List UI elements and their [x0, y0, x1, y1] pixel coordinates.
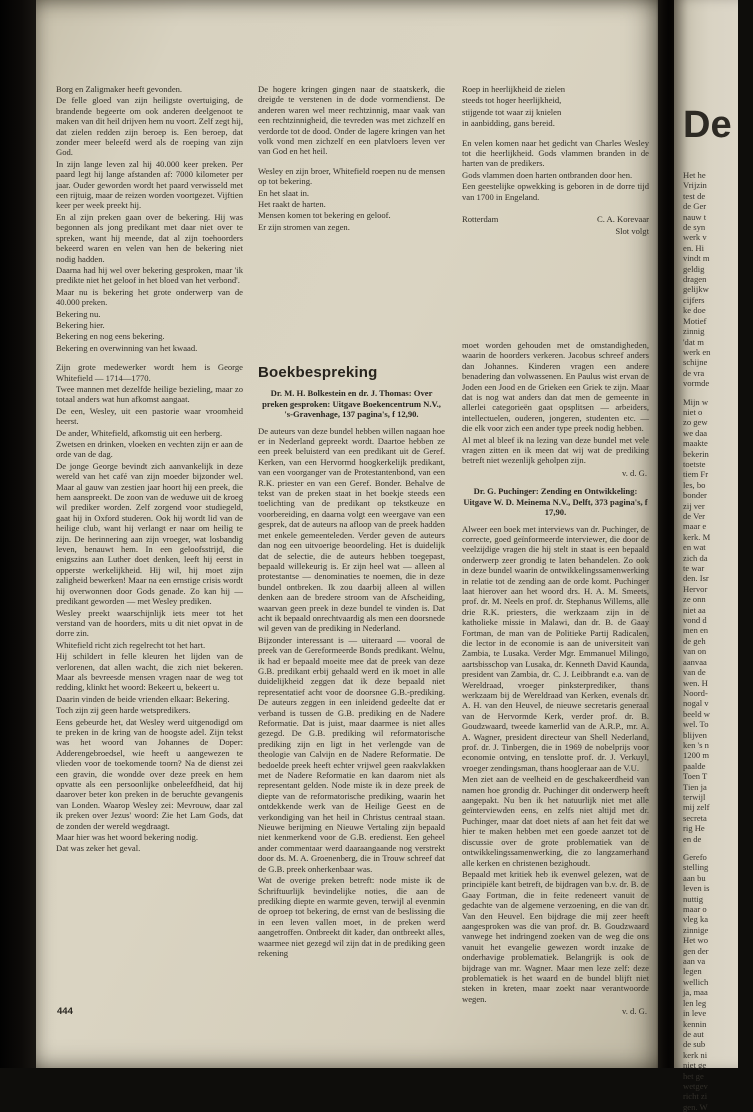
paragraph: en. Hi — [683, 242, 705, 253]
paragraph: vormde — [683, 378, 710, 389]
paragraph-gap — [56, 354, 243, 362]
paragraph: Wesley en zijn broer, Whitefield roepen nu de mensen op tot bekering. — [258, 165, 445, 187]
paragraph: Bijzonder interessant is — uiteraard — vooral de preek van de Gereformeerde Bonds predikant. Welnu, ik had er bepaald moeite mee dat de preek van deze G.B. predikant erbij gehaald werd en ik moet in alle duidelijkheid zeggen dat ik deze bepaald niet representatief acht voor de doorsnee G.B.-prediking. De auteurs zeggen in een inleidend gedeelte dat er verband is tussen de G.B. prediking en de Nadere Reformatie. Dat is juist, maar daarmee is niet alles gezegd. De G.B. prediking wil reformatorische prediking zijn en ligt in het verlengde van de theologie van Calvijn en de Nadere Reformatie. De bedoelde preek heeft echter vrijwel geen raakvlakken met de Nadere Reformatie en kan daarom niet als representant gelden. Node miste ik in deze preek de diepte van de reformatorische prediking, waarin het ontdekkende werk van de Heilige Geest en de verkondiging van het heil in Christus centraal staan. Nieuwe berijming en Nieuwe Vertaling zijn bepaald niet kenmerkend voor de G.B. eredienst. Een geheel ander commentaar werd daaraangaande nog verstrekt door ds. M. A. Groenenberg, die in Trouw schreef dat de G.B. preek onherkenbaar was. — [258, 634, 445, 874]
paragraph: maar e — [683, 521, 707, 532]
paragraph: Het wo — [683, 935, 709, 946]
review-1-title: Dr. M. H. Bolkestein en dr. J. Thomas: Over preken gesproken: Uitgave Boekencentrum N.V., 's-Gravenhage, 137 pagina's, f 12,90. — [262, 388, 441, 420]
paragraph: ke doe — [683, 305, 706, 316]
paragraph: Motief — [683, 315, 707, 326]
paragraph: vindt m — [683, 253, 710, 264]
paragraph: Roep in heerlijkheid de zielen — [462, 84, 566, 94]
article-signoff — [462, 214, 649, 224]
article-column-1 — [56, 84, 243, 855]
paragraph: in leve — [683, 1008, 707, 1019]
paragraph: Wat de overige preken betreft: node miste ik de Schriftuurlijk bevindelijke noties, die aan de prediking diepte en warmte geven, terwijl al evenmin de oproep tot bekering, de ernst van de beslissing die in een leven vallen moet, in de preken werd aangetroffen. Ontbreekt dit kader, dan ontbreekt alles, waarmee niet gezegd wil zijn dat in de prediking geen rekening — [258, 875, 445, 958]
paragraph: vleg ka — [683, 914, 709, 925]
next-page-text-fragments — [683, 170, 753, 1112]
paragraph: Het raakt de harten. — [258, 199, 326, 210]
paragraph: nuttig — [683, 893, 704, 904]
paragraph: vond d — [683, 615, 707, 626]
paragraph: wellich — [683, 976, 709, 987]
paragraph: wen. H — [683, 677, 708, 688]
paragraph: Zijn grote medewerker wordt hem is George Whitefield — 1714—1770. — [56, 362, 243, 383]
paragraph: Gerefo — [683, 852, 707, 862]
paragraph: aanvaa — [683, 656, 707, 667]
paragraph: paalde — [683, 760, 706, 771]
paragraph: nauw t — [683, 211, 707, 222]
paragraph: bekerin — [683, 448, 709, 459]
magazine-left-page — [36, 0, 658, 1068]
paragraph: te war — [683, 563, 705, 574]
paragraph: zinnig — [683, 326, 705, 337]
paragraph: ja, maa — [683, 987, 708, 998]
paragraph: den. Isr — [683, 573, 709, 584]
paragraph: Bekering hier. — [56, 319, 105, 330]
paragraph: in aanbidding, gans bereid. — [462, 118, 555, 129]
paragraph: Mijn w — [683, 396, 709, 407]
paragraph: wel. To — [683, 719, 709, 730]
paragraph: Daarna had hij wel over bekering gesproken, maar 'ik predikte niet het geloof in het bloed van het verbond'. — [56, 264, 243, 286]
paragraph: werk v — [683, 232, 707, 243]
paragraph: dragen — [683, 274, 707, 285]
paragraph: de Ger — [683, 201, 707, 212]
scan-left-edge — [0, 0, 38, 1068]
paragraph: moet worden gehouden met de omstandigheden, waarin de hoorders verkeren. Jacobus schreef anders dan Johannes. Kinderen vragen een andere benadering dan volwassenen. En Paulus wist ervan de Joden een Jood en de Grieken een Griek te zijn. Maar dat is nog wat anders dan dat men de gemeente in allerlei categorieën gaat opsplitsen — arbeiders, intellectuelen, ouderen, jongeren, studenten etc. — die elk voor zich een ander type preek nodig hebben. — [462, 340, 649, 434]
paragraph: legen — [683, 966, 702, 977]
paragraph: Eens gebeurde het, dat Wesley werd uitgenodigd om te preken in de kring van de hoogste adel. Zijn tekst was het woord van Johannes de Doper: Adderengebroedsel, wie heeft u aangewezen te vlieden voor de toekomende toorn? Na de dienst zei een gravin, die wondde over deze preek en hem opvatte als een persoonlijke onbeleefdheid, dat hij daarover beter kon preken in de beruchte gevangenis van Londen. Waarop Wesley zei: Mevrouw, daar zal ik preken over Jezus' woord: Zie het Lam Gods, dat de zonden der wereld wegdraagt. — [56, 716, 243, 831]
paragraph: Wesley preekt waarschijnlijk iets meer tot het verstand van de hoorders, mits u dit niet opvat in de dorre zin. — [56, 607, 243, 639]
next-page-headline-fragment: De — [683, 104, 732, 146]
paragraph: De ander, Whitefield, afkomstig uit een herberg. — [56, 427, 223, 438]
paragraph: Hervor — [683, 583, 708, 594]
signoff-place: Rotterdam — [462, 214, 499, 225]
paragraph: Mensen komen tot bekering en geloof. — [258, 210, 391, 221]
paragraph: niet ge — [683, 1060, 707, 1071]
paragraph: gen. W — [683, 1101, 708, 1112]
paragraph: maar o — [683, 904, 707, 915]
article-column-3 — [462, 84, 649, 237]
paragraph: van de — [683, 667, 706, 678]
review-2-title: Dr. G. Puchinger: Zending en Ontwikkeling: Uitgave W. D. Meinema N.V., Delft, 373 pagina's, f 17,90. — [463, 486, 648, 518]
paragraph: test de — [683, 190, 706, 201]
book-reviews-heading: Boekbespreking — [258, 364, 378, 381]
paragraph: secreta — [683, 812, 707, 823]
review-2-signature: v. d. G. — [622, 1006, 647, 1017]
paragraph: kennin — [683, 1018, 707, 1029]
paragraph: zinnige — [683, 924, 709, 935]
paragraph: Maar nu is bekering het grote onderwerp van de 40.000 preken. — [56, 286, 243, 308]
paragraph-gap — [258, 158, 445, 166]
paragraph: Er zijn stromen van zegen. — [258, 221, 350, 232]
paragraph: gen der — [683, 945, 709, 956]
article-column-2 — [258, 84, 445, 233]
paragraph: Twee mannen met dezelfde heilige bezieling, maar zo totaal anders wat hun afkomst aangaat. — [56, 383, 243, 405]
paragraph: stijgende tot waar zij knielen — [462, 106, 562, 117]
paragraph: Maar hier was het woord bekering nodig. — [56, 832, 198, 843]
paragraph: schijne — [683, 357, 708, 368]
paragraph: de vra — [683, 367, 705, 378]
paragraph: En het slaat in. — [258, 187, 310, 198]
paragraph: len leg — [683, 997, 707, 1008]
magazine-right-page-sliver — [674, 0, 738, 1112]
review-1-body-left — [258, 426, 445, 959]
paragraph: zij ver — [683, 500, 705, 511]
paragraph: Toen T — [683, 771, 708, 782]
paragraph: wetgev — [683, 1080, 708, 1091]
paragraph: geldig — [683, 263, 705, 274]
paragraph: aan bu — [683, 872, 706, 883]
page-number: 444 — [57, 1006, 73, 1017]
paragraph: niet aa — [683, 604, 706, 615]
paragraph: de Ver — [683, 511, 706, 521]
paragraph: werk en — [683, 346, 711, 357]
paragraph: stelling — [683, 862, 709, 873]
paragraph: kerk. M — [683, 531, 711, 542]
signoff-author: C. A. Korevaar — [596, 214, 649, 225]
paragraph: Borg en Zaligmaker heeft gevonden. — [56, 84, 183, 94]
paragraph: toetste — [683, 458, 706, 469]
paragraph: De jonge George bevindt zich aanvankelijk in deze wereld van het café van zijn moeder bijzonder wel. Maar al gauw van zestien jaar hoort hij een preek, die hem aanspreekt. De zoon van de weduwe uit de kroeg wil prediker worden. Zelf zorgend voor studiegeld, gaat hij in Oxford studeren. Ook hij wordt lid van de heilige club, want hij verlangt er naar om heilig te zijn. De herinnering aan zijn vroeger, wat losbandig leven, benauwt hem. In een geloofsstrijd, die enigszins aan Luther doet denken, leeft hij eerst in opperste werkelijkheid. Hij wil, hij moet zijn zaligheid bewerken! Maar na een ernstige crisis wordt hij overwonnen door Gods genade. Zo kan hij — predikant geworden — met Wesley prediken. — [56, 460, 243, 607]
paragraph: kerk ni — [683, 1049, 708, 1060]
paragraph: en de — [683, 833, 702, 844]
paragraph: terwijl — [683, 791, 706, 802]
paragraph: leven is — [683, 883, 710, 894]
paragraph: Toch zijn zij geen harde wetspredikers. — [56, 705, 191, 716]
paragraph: zich da — [683, 552, 708, 563]
paragraph: ken 's n — [683, 739, 709, 750]
paragraph: 'dat m — [683, 336, 704, 347]
paragraph: blijven — [683, 729, 707, 740]
paragraph: De auteurs van deze bundel hebben willen nagaan hoe er in Nederland gepreekt wordt. Daartoe hebben ze een preek beluisterd van een predikant uit de Geref. Kerken, van een Hervormd hoogkerkelijk predikant, van een voorganger van de Protestantenbond, van een R.K. priester en van een Geref. Bonder. Behalve de tekst van de preken staat in het boekje steeds een toelichting van de predikant op tekstkeuze en voorbereiding, en daarna volgt een weergave van een gesprek, dat de auteurs na afloop van de preek hadden met enkele gemeenteleden. Verder geven de auteurs dan nog een uitvoerige beoordeling. Het is duidelijk dat de selectie, die de auteurs hebben toegepast, bepaald willekeurig is. Er zijn heel wat — alleen al protestantse — denominaties te noemen, die in deze bundel ontbreken. Ik zou daarbij alleen al willen denken aan de bredere stroom van de Afscheiding, waarvan geen preek in deze bundel te vinden is. Dat acht ik bepaald onrechtvaardig als men een doorsnede wil geven van de prediking in Nederland. — [258, 425, 445, 634]
paragraph: En velen komen naar het gedicht van Charles Wesley tot die heerlijkheid. Gods vlammen branden in de harten van de predikers. — [462, 137, 649, 169]
paragraph: en wat — [683, 542, 706, 553]
paragraph: zo gew — [683, 417, 708, 428]
paragraph: Tien ja — [683, 781, 707, 792]
paragraph-gap — [462, 130, 649, 138]
paragraph: Bekering nu. — [56, 308, 101, 319]
paragraph: nogal v — [683, 698, 709, 709]
paragraph: maakte — [683, 438, 708, 449]
article-column-3-text — [462, 84, 649, 202]
paragraph: 1200 m — [683, 750, 710, 761]
paragraph: ze onn — [683, 594, 706, 605]
paragraph: de sub — [683, 1039, 706, 1050]
paragraph: Zwetsen en drinken, vloeken en vechten zijn er aan de orde van de dag. — [56, 439, 243, 460]
book-reviews-column-right — [462, 340, 649, 1021]
paragraph: beeld w — [683, 708, 710, 719]
paragraph: de geh — [683, 635, 706, 646]
paragraph: De felle gloed van zijn heiligste overtuiging, de brandende begeerte om ook anderen deelgenoot te maken van dit heil drijven hem nu voort. Zelf zegt hij, dat zielen redden zijn beroep is. Een beroep, dat zonder meer beleefd werd als de roeping van zijn God. — [56, 95, 243, 158]
book-reviews-column-left — [258, 364, 445, 959]
paragraph: Bekering en overwinning van het kwaad. — [56, 342, 198, 353]
signoff-note: Slot volgt — [615, 226, 649, 237]
paragraph: we daa — [683, 427, 708, 438]
paragraph: richt zi — [683, 1091, 708, 1102]
review-1-body-right — [462, 340, 649, 466]
paragraph: Bekering en nog eens bekering. — [56, 331, 165, 342]
paragraph: tiem Fr — [683, 469, 709, 480]
paragraph: Dat was zeker het geval. — [56, 843, 141, 854]
paragraph: Bepaald met kritiek heb ik evenwel gelezen, wat de principiële kant betreft, de bijdragen van b.v. dr. B. de Gaay Fortman, die in feite redeneert vanuit de gedachte van de algemene verzoening, en die van dr. Van den Heuvel. Een bijdrage die mij zeer heeft aangesproken was die van prof. dr. B. Goudzwaard vanwege het indringend zoeken van de weg die ons vanuit het evangelie gewezen wordt inzake de onderhavige problematiek. Belangrijk is ook de bijdrage van mr. Wagner. Maar men leze zelf: deze problematiek is het waard en de bundel blijft niet steken in kreten, maar zoekt naar verantwoorde wegen. — [462, 868, 649, 1004]
paragraph: Gods vlammen doen harten ontbranden door hen. — [462, 169, 633, 180]
paragraph-gap — [683, 844, 753, 852]
paragraph: steeds tot hoger heerlijkheid, — [462, 95, 562, 106]
paragraph: Noord- — [683, 687, 708, 698]
paragraph: gelijkw — [683, 284, 709, 295]
review-2-body — [462, 524, 649, 1005]
paragraph: mij zelf — [683, 802, 710, 813]
paragraph-gap — [683, 389, 753, 397]
paragraph: les, bo — [683, 479, 706, 490]
review-1-signature: v. d. G. — [622, 467, 647, 478]
paragraph: van on — [683, 646, 707, 657]
paragraph: Hij schildert in felle kleuren het lijden van de verlorenen, dat allen wacht, die zich niet bekeren. Maar als bevreesde mensen vragen naar de weg tot redding, klinkt het woord: Bekeert u, bekeert u. — [56, 651, 243, 693]
page-gutter-shadow — [656, 0, 674, 1068]
paragraph: En al zijn preken gaan over de bekering. Hij was begonnen als jong predikant met daar niet over te spreken, want hij meende, dat al zijn toehoorders bekeerd waren en velen van hen de bekering niet nodig hadden. — [56, 211, 243, 264]
paragraph: men en — [683, 625, 709, 636]
paragraph: Een geestelijke opwekking is geboren in de dorre tijd van 1700 in Engeland. — [462, 181, 649, 202]
paragraph: de syn — [683, 222, 706, 233]
paragraph: Men ziet aan de veelheid en de geschakeerdheid van namen hoe grondig dr. Puchinger dit onderwerp heeft aangepakt. Nu ben ik het natuurlijk niet met alle geïnterviewden eens, en zelfs niet altijd met dr. Puchinger, maar dat doet niets af aan het feit dat we hier te maken hebben met een goede aanzet tot de discussie over de grote problematiek van de ontwikkelingssamenwerking, die zo langzamerhand alle kerken en christenen bezighoudt. — [462, 774, 649, 868]
paragraph: bonder — [683, 490, 707, 501]
paragraph: Daarin vinden de beide vrienden elkaar: Bekering. — [56, 693, 230, 704]
paragraph: cijfers — [683, 294, 705, 305]
paragraph: Het he — [683, 170, 706, 180]
paragraph: Whitefield richt zich regelrecht tot het hart. — [56, 639, 206, 650]
paragraph: het ge — [683, 1070, 704, 1081]
paragraph: Alweer een boek met interviews van dr. Puchinger, de correcte, goed geïnformeerde interviewer, die door de veelzijdige vragen die hij stelt in staat is een bepaald onderwerp zeer grondig te laten behandelen. Zo ook in deze bundel waarin de ontwikkelingssamenwerking in relatie tot de zending aan de orde komt. Puchinger laat hierover aan het woord drs. H. A. M. Smeets, prof. dr. M. Neels en prof. dr. Stephanus Willems, alle drie R.K. priesters, die werkzaam zijn in de katholieke missie in Malawi, dan dr. B. de Gaay Fortman, de man van de Politieke Partij Radicalen, die lector in de economie is aan de universiteit van Zambia, te Lusaka. Verder Mgr. Emmanuel Milingo, aartsbisschop van Lusaka, dr. Kenneth David Kaunda, president van Zambia, dr. C. J. Leibbrandt e.a. van de Wereldraad, vroeger pinksterprediker, thans werkzaam bij de Wereldraad van Kerken, evenals dr. A. H. van den Heuvel, de nieuwe secretaris generaal van de Hervormde Kerk, verder prof. dr. B. Goudzwaard, tweede kamerlid van de A.R.P., mr. A. A. Wagner, president directeur van Shell Nederland, prof. dr. J. Tinbergen, die in 1969 de nobelprijs voor economie ontving, en tenslotte prof. dr. J. Verkuyl, vroeger zendingsman, thans hoogleraar aan de V.U. — [462, 523, 649, 773]
paragraph: In zijn lange leven zal hij 40.000 keer preken. Per paard legt hij lange afstanden af: 7000 kilometer per jaar. Ouder geworden wordt het paard verwisseld met een rijtuig, maar de reizen worden voortgezet. Vijftien keer per week preekt hij. — [56, 158, 243, 211]
paragraph: de aut — [683, 1028, 704, 1039]
paragraph: aan va — [683, 956, 706, 967]
paragraph: Al met al bleef ik na lezing van deze bundel met vele vragen zitten en ik meen dat wij wat de prediking betreft niet wezenlijk geholpen zijn. — [462, 434, 649, 466]
paragraph: rig He — [683, 823, 705, 834]
paragraph: De hogere kringen gingen naar de staatskerk, die dreigde te verstenen in de dode vormendienst. De anderen waren wel meer rechtzinnig, maar vaak van een rechtzinnigheid, die tevreden was met zichzelf en verdorde tot de dood. Onder de lagere kringen van het volk vond men zichzelf en een platvloers leven ver van God en het heil. — [258, 84, 445, 157]
paragraph: De een, Wesley, uit een pastorie waar vroomheid heerst. — [56, 405, 243, 427]
paragraph: Vrijzin — [683, 180, 707, 191]
paragraph: niet o — [683, 406, 703, 417]
